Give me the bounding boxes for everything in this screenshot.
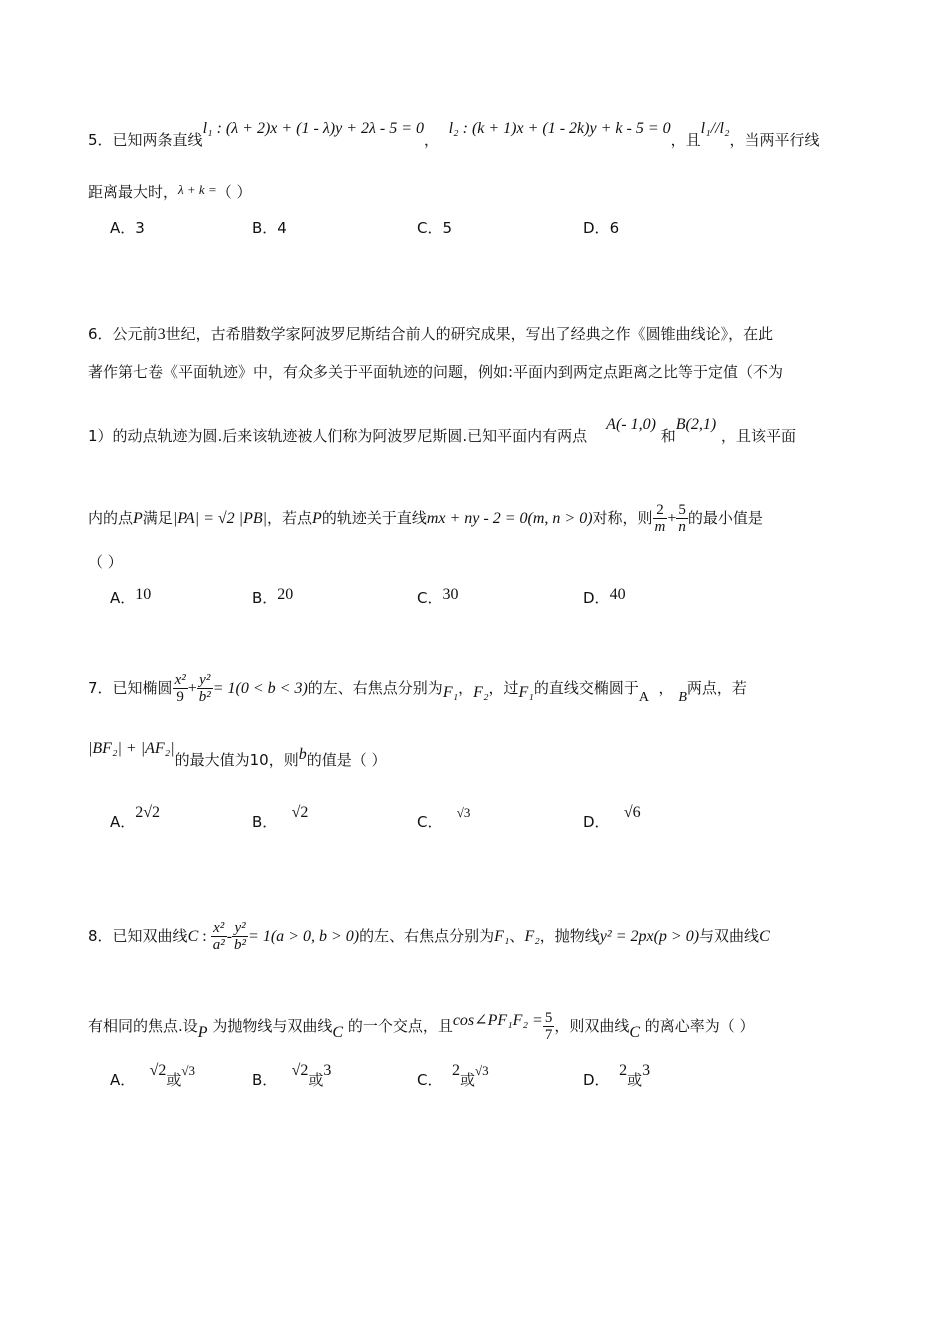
q7-text: 两点，若: [686, 679, 747, 697]
numerator: x²: [174, 672, 186, 688]
option-label: C．: [417, 219, 443, 237]
q8-point-p: P: [197, 1024, 208, 1041]
q5-option-b[interactable]: [252, 218, 287, 238]
q8-cosine: cos∠PF₁F₂ =: [452, 1012, 543, 1029]
q5-text: ，且: [670, 131, 701, 149]
q7-focus-f2: F₂: [473, 684, 489, 701]
q8-text: 有相同的焦点.设: [88, 1017, 198, 1035]
option-label: D．: [583, 589, 610, 607]
q8-text: 与双曲线: [699, 927, 760, 945]
option-value-2: 3: [642, 1062, 651, 1079]
q6-mn-condition: (m, n > 0): [527, 510, 593, 527]
q7-fraction-y: [197, 672, 213, 705]
q6-line-5: [88, 552, 123, 572]
option-value-1: 2: [619, 1062, 628, 1079]
numerator: 2: [653, 502, 668, 519]
option-value: √3: [456, 805, 471, 820]
q6-century-number: 3: [157, 326, 166, 343]
option-label: A．: [110, 219, 136, 237]
q7-b-variable: b: [298, 746, 307, 763]
q6-text: 世纪，古希腊数学家阿波罗尼斯结合前人的研究成果，写出了经典之作《圆锥曲线论》，在此: [165, 325, 774, 343]
q7-text: ，过: [488, 679, 519, 697]
q8-curve-c: C: [187, 928, 199, 945]
q8-text: 的左、右焦点分别为: [359, 927, 495, 945]
q5-comma: ，: [424, 131, 440, 149]
q8-curve-c: C: [629, 1024, 640, 1041]
q6-text: ，若点: [267, 509, 313, 527]
q6-line-4: [88, 502, 763, 535]
option-label: A．: [110, 589, 136, 607]
q8-text: 的离心率为（ ）: [644, 1017, 755, 1035]
option-value: 4: [277, 219, 287, 237]
option-label: C．: [417, 589, 443, 607]
option-value-1: √2: [291, 1062, 309, 1079]
q5-option-d[interactable]: [583, 218, 619, 238]
option-value: 5: [442, 219, 453, 237]
option-label: B．: [252, 813, 278, 831]
option-value-1: √2: [149, 1062, 167, 1079]
q5-option-c[interactable]: [417, 218, 452, 238]
option-value: 10: [135, 586, 152, 603]
q5-parallel: l₁//l₂: [700, 120, 730, 137]
q8-curve-c: C: [759, 928, 770, 945]
option-label: A．: [110, 1071, 136, 1089]
q8-fraction-y: [232, 920, 248, 953]
q6-line-2: [88, 362, 783, 382]
q7-fraction-x: [173, 672, 188, 705]
q5-number: 5．: [88, 131, 113, 149]
q7-distance-sum: |BF₂| + |AF₂|: [88, 740, 175, 757]
q8-number: 8．: [88, 927, 113, 945]
option-value-1: 2: [452, 1062, 461, 1079]
q6-line-1: [88, 324, 773, 345]
numerator: y²: [197, 672, 213, 689]
q8-text: 的一个交点，且: [347, 1017, 453, 1035]
numerator: 5: [544, 1010, 553, 1026]
q6-text: 内的点: [88, 509, 134, 527]
option-label: A．: [110, 813, 136, 831]
q7-text: 的最大值为10，则: [174, 751, 299, 769]
q6-text: 对称，则: [592, 509, 653, 527]
q6-fraction-2-m: [653, 502, 668, 535]
q7-point-b: B: [678, 690, 687, 705]
q8-equation-rhs: = 1(a > 0, b > 0): [248, 928, 360, 945]
q6-point-p: P: [312, 510, 322, 527]
denominator: b²: [234, 937, 247, 953]
option-label: D．: [583, 813, 610, 831]
option-value: 3: [135, 219, 145, 237]
option-value-2: 3: [323, 1062, 332, 1079]
option-value: 30: [442, 586, 459, 603]
q7-option-b[interactable]: [252, 804, 309, 833]
option-label: C．: [417, 813, 443, 831]
q7-number: 7．: [88, 679, 113, 697]
q6-text: 的最小值是: [687, 509, 763, 527]
q8-text: ，抛物线: [539, 927, 600, 945]
q6-answer-paren: （ ）: [88, 553, 123, 571]
denominator: n: [678, 519, 686, 535]
numerator: x²: [211, 920, 227, 937]
q7-option-c[interactable]: [417, 805, 471, 833]
q7-text: 的直线交椭圆于: [533, 679, 639, 697]
q7-line-2: [88, 740, 387, 771]
q6-text: 和: [660, 427, 676, 445]
option-value-2: √3: [181, 1063, 196, 1078]
plus-sign: +: [667, 510, 677, 527]
q6-option-c[interactable]: [417, 588, 458, 609]
q8-text: ，则双曲线: [554, 1017, 630, 1035]
option-value: √2: [291, 804, 309, 821]
q5-line-1: [88, 120, 820, 151]
option-label: D．: [583, 219, 610, 237]
denominator: b²: [198, 689, 211, 705]
q8-text: 已知双曲线: [112, 927, 188, 945]
numerator: y²: [232, 920, 248, 937]
option-or: 或: [308, 1071, 324, 1089]
q8-option-a[interactable]: [110, 1062, 196, 1091]
q8-focus-f2: F₂: [524, 928, 540, 945]
denominator: m: [654, 519, 666, 535]
option-value: 6: [609, 219, 620, 237]
q6-number: 6．: [88, 325, 113, 343]
q8-curve-c: C: [332, 1024, 344, 1041]
q6-condition: |PA| = √2 |PB|: [172, 510, 268, 527]
q6-point-a: A(- 1,0): [606, 416, 656, 433]
option-value-2: √3: [475, 1063, 489, 1078]
option-label: C．: [417, 1071, 443, 1089]
q5-text: ，当两平行线: [729, 131, 820, 149]
q8-option-c[interactable]: [417, 1062, 489, 1091]
q8-fraction-x: [211, 920, 227, 953]
q5-expression: λ + k =: [178, 182, 217, 197]
option-label: B．: [252, 589, 278, 607]
option-value: 2√2: [135, 804, 161, 821]
q6-text: 公元前: [112, 325, 158, 343]
q6-text: 的轨迹关于直线: [321, 509, 427, 527]
q7-option-d[interactable]: [583, 804, 641, 833]
q7-option-a[interactable]: [110, 804, 161, 833]
q5-option-a[interactable]: [110, 218, 145, 238]
q7-focus-f1: F₁: [442, 684, 459, 701]
q6-option-a[interactable]: [110, 588, 151, 609]
q8-separator: 、: [509, 927, 525, 945]
q6-line-3: [88, 416, 796, 447]
q7-focus-f1: F₁: [518, 684, 534, 701]
denominator: 7: [544, 1027, 553, 1043]
q6-text: ，且该平面: [720, 427, 796, 445]
option-label: D．: [583, 1071, 610, 1089]
q6-text: 1）的动点轨迹为圆.后来该轨迹被人们称为阿波罗尼斯圆.已知平面内有两点: [88, 427, 588, 445]
option-or: 或: [166, 1071, 182, 1089]
q6-option-d[interactable]: [583, 588, 626, 609]
q5-line-l1: l₁ : (λ + 2)x + (1 - λ)y + 2λ - 5 = 0: [202, 120, 425, 137]
q8-line-1: 8．已知双曲线C : $\frac{\text{x²}}{\text{a²}}$ - $\frac{\text{y²}}{\text{b²}}$ = 1(a > 0, b > 0)的左、右焦点分别为F₁、F₂，抛物线y² = 2px(p > 0)与双曲线C: [88, 920, 770, 953]
q8-text: 为抛物线与双曲线: [212, 1017, 333, 1035]
q8-option-b[interactable]: [252, 1062, 332, 1091]
q5-answer-paren: （ ）: [216, 183, 252, 201]
q6-text: 满足: [142, 509, 173, 527]
q7-point-a: A: [638, 690, 650, 705]
option-or: 或: [460, 1071, 476, 1089]
q8-parabola: y² = 2px(p > 0): [599, 928, 700, 945]
q8-option-d[interactable]: [583, 1062, 651, 1091]
option-label: B．: [252, 219, 278, 237]
q6-text: 著作第七卷《平面轨迹》中，有众多关于平面轨迹的问题，例如:平面内到两定点距离之比等于定值（不为: [88, 363, 784, 381]
denominator: 9: [176, 689, 184, 705]
q7-comma: ，: [458, 679, 474, 697]
q5-text: 已知两条直线: [112, 131, 203, 149]
q6-line-equation: mx + ny - 2 = 0: [426, 510, 528, 527]
q7-text: 的值是（ ）: [306, 751, 387, 769]
q7-text: 的左、右焦点分别为: [307, 679, 443, 697]
q6-option-b[interactable]: [252, 588, 293, 609]
q8-focus-f1: F₁: [494, 928, 510, 945]
option-value: 40: [609, 586, 626, 603]
q5-text: 距离最大时，: [88, 183, 179, 201]
option-value: √6: [623, 804, 641, 821]
numerator: 5: [678, 502, 686, 518]
option-value: 20: [277, 586, 294, 603]
option-label: B．: [252, 1071, 278, 1089]
q7-line-1: 7．已知椭圆 $\frac{\text{x²}}{9}$ + $\frac{\text{y²}}{\text{b²}}$ = 1(0 < b < 3)的左、右焦点分别为F₁，F₂，过F₁的直线交椭圆于A ， B两点，若: [88, 672, 747, 705]
q6-point-p: P: [133, 510, 143, 527]
denominator: a²: [212, 937, 225, 953]
q5-line-l2: l₂ : (k + 1)x + (1 - 2k)y + k - 5 = 0: [448, 120, 671, 137]
q7-equation-rhs: = 1(0 < b < 3): [212, 680, 308, 697]
q6-fraction-5-n: [676, 502, 688, 535]
q5-line-2: [88, 182, 252, 203]
q7-text: 已知椭圆: [112, 679, 173, 697]
option-or: 或: [627, 1071, 643, 1089]
q6-point-b: B(2,1): [675, 416, 717, 433]
q8-fraction-5-7: [543, 1010, 555, 1043]
q8-line-2: [88, 1010, 755, 1043]
